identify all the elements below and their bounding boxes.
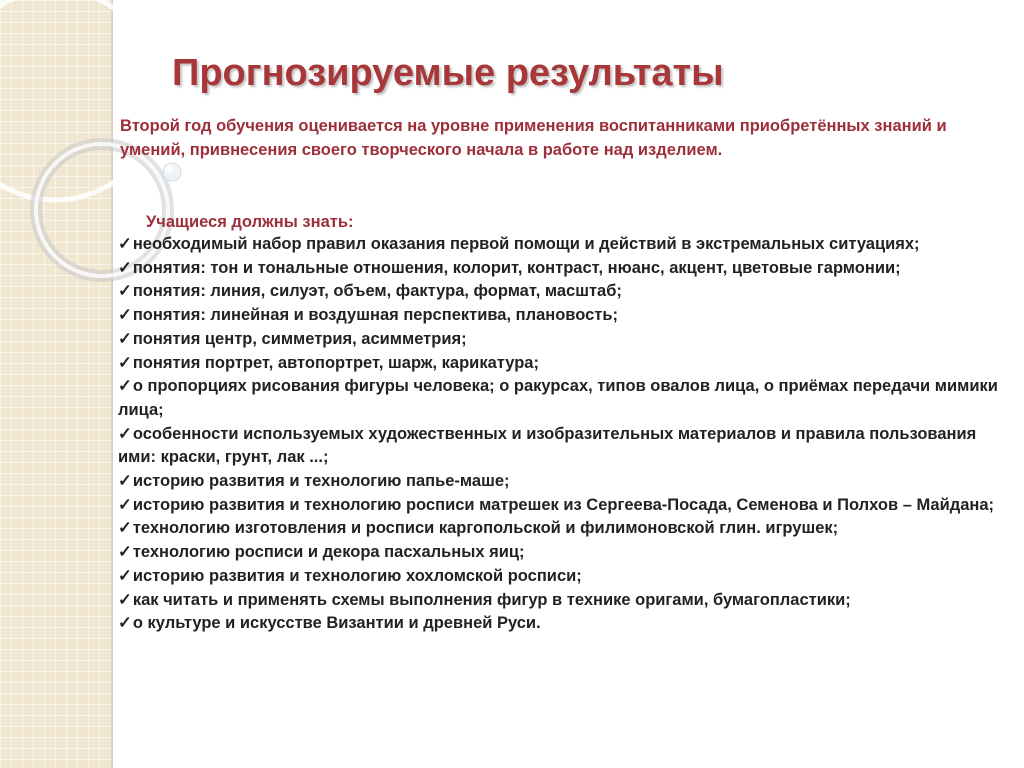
check-icon: ✓ [118,353,132,372]
check-icon: ✓ [118,282,132,301]
list-heading: Учащиеся должны знать: [146,213,354,231]
list-item [118,352,1013,376]
list-item [118,328,1013,352]
list-item-text: понятия: линейная и воздушная перспектива, плановость; [132,306,618,325]
check-icon: ✓ [118,306,132,325]
list-item [118,304,1013,328]
list-item-text: технологию изготовления и росписи каргопольской и филимоновской глин. игрушек; [132,519,839,538]
list-item-text: историю развития и технологию хохломской росписи; [132,566,582,585]
list-item [118,494,1013,518]
knowledge-list [118,233,1013,636]
list-item [118,423,1013,470]
list-item [118,517,1013,541]
check-icon: ✓ [118,377,132,396]
list-item-text: о культуре и искусстве Византии и древней Руси. [132,614,541,633]
check-icon: ✓ [118,235,132,253]
list-item-text: технологию росписи и декора пасхальных яиц; [132,543,525,562]
list-item [118,541,1013,565]
list-item [118,375,1013,422]
list-item [118,233,1013,257]
list-item-text: понятия центр, симметрия, асимметрия; [132,329,467,348]
list-item [118,257,1013,281]
list-item-text: понятия: тон и тональные отношения, колорит, контраст, нюанс, акцент, цветовые гармонии; [132,258,901,277]
check-icon: ✓ [118,495,132,514]
list-item-text: историю развития и технологию папье-маше; [132,472,510,491]
list-item-text: понятия: линия, силуэт, объем, фактура, формат, масштаб; [132,282,622,301]
check-icon: ✓ [118,329,132,348]
list-item-text: понятия портрет, автопортрет, шарж, карикатура; [132,353,539,372]
check-icon: ✓ [118,614,132,633]
check-icon: ✓ [118,472,132,491]
check-icon: ✓ [118,424,132,443]
check-icon: ✓ [118,566,132,585]
list-item-text: особенности используемых художественных и изобразительных материалов и правила пользования ими: краски, грунт, лак ...; [118,424,977,467]
list-item [118,470,1013,494]
intro-paragraph: Второй год обучения оценивается на уровне применения воспитанниками приобретённых знаний и умений, привнесения своего творческого начала в работе над изделием. [120,117,947,159]
check-icon: ✓ [118,258,132,277]
check-icon: ✓ [118,519,132,538]
check-icon: ✓ [118,543,132,562]
check-icon: ✓ [118,590,132,609]
page-title: Прогнозируемые результаты [172,52,724,94]
list-item-text: историю развития и технологию росписи матрешек из Сергеева-Посада, Семенова и Полхов – Майдана; [132,495,995,514]
list-item-text: как читать и применять схемы выполнения фигур в технике оригами, бумагопластики; [132,590,851,609]
list-item [118,612,1013,636]
list-item [118,589,1013,613]
list-item-text: необходимый набор правил оказания первой помощи и действий в экстремальных ситуациях; [132,235,920,253]
list-item [118,565,1013,589]
list-item-text: о пропорциях рисования фигуры человека; о ракурсах, типов овалов лица, о приёмах передачи мимики лица; [118,377,998,419]
list-item [118,280,1013,304]
